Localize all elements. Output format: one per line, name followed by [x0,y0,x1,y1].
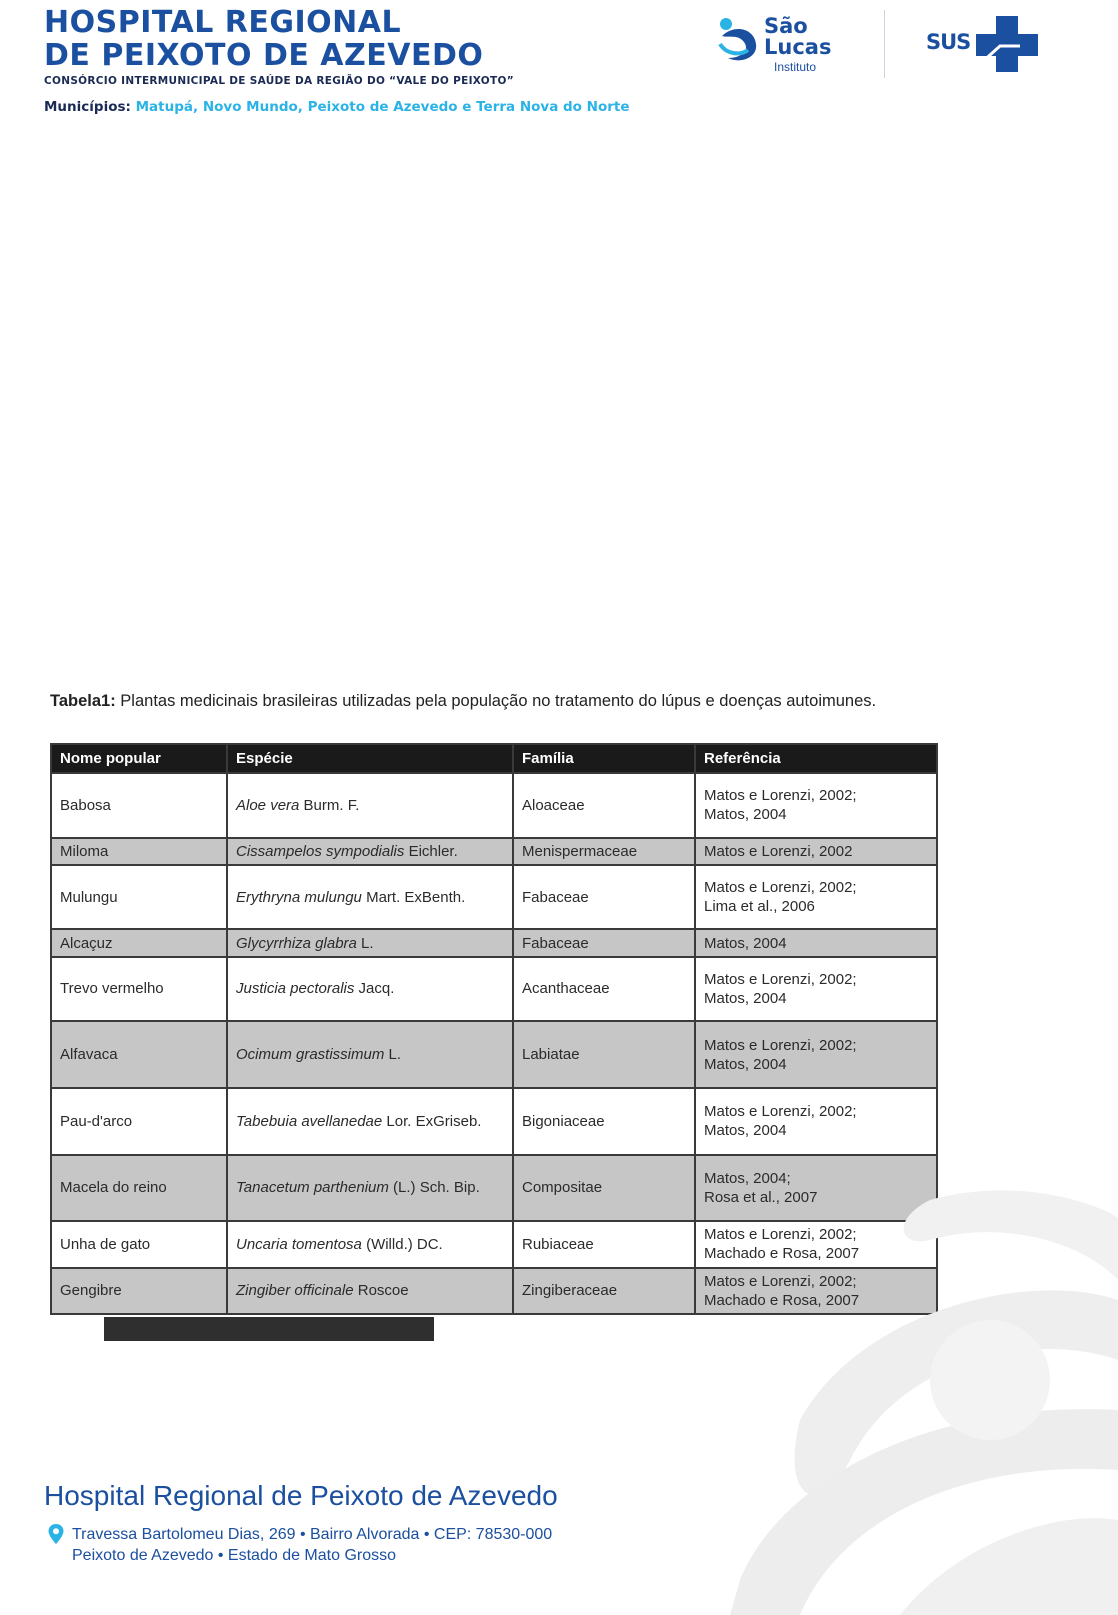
table-row [51,1088,937,1155]
cell-popular: Trevo vermelho [51,957,227,1022]
consortium-subtitle: CONSÓRCIO INTERMUNICIPAL DE SAÚDE DA REGIÃO DO “VALE DO PEIXOTO” [44,75,514,87]
cell-family: Compositae [513,1155,695,1222]
footer-address [72,1524,552,1566]
sao-lucas-wordmark [764,16,831,58]
species-name: Glycyrrhiza glabra [236,934,357,952]
cell-popular: Miloma [51,838,227,865]
species-name: Zingiber officinale [236,1282,354,1300]
cell-popular: Gengibre [51,1268,227,1314]
cell-reference: Matos e Lorenzi, 2002; Lima et al., 2006 [695,865,937,930]
table-row [51,929,937,956]
cell-family: Zingiberaceae [513,1268,695,1314]
cell-species [227,773,513,838]
sao-lucas-instituto: Instituto [774,60,817,74]
sao-lucas-logo [716,14,846,78]
cell-reference: Matos e Lorenzi, 2002; Machado e Rosa, 2007 [695,1268,937,1314]
table-row [51,1021,937,1088]
species-name: Tabebuia avellanedae [236,1112,383,1130]
sus-wordmark: SUS [926,30,971,54]
sus-cross-icon [976,16,1040,72]
redaction-bar [104,1317,434,1341]
logo-divider [884,10,885,78]
table-caption-text: Plantas medicinais brasileiras utilizadas pela população no tratamento do lúpus e doenças autoimunes. [115,692,877,710]
species-author: Lor. ExGriseb. [382,1112,482,1130]
cell-reference: Matos, 2004 [695,929,937,956]
cell-family: Menispermaceae [513,838,695,865]
species-author: L. [384,1046,402,1064]
cell-popular: Unha de gato [51,1221,227,1267]
footer-address-line2: Peixoto de Azevedo • Estado de Mato Grosso [72,1547,397,1564]
table-row [51,773,937,838]
cell-reference: Matos e Lorenzi, 2002; Matos, 2004 [695,1021,937,1088]
cell-species [227,957,513,1022]
cell-species [227,865,513,930]
species-name: Ocimum grastissimum [236,1046,385,1064]
cell-species [227,1021,513,1088]
sao-lucas-line2: Lucas [764,35,832,59]
cell-reference: Matos, 2004; Rosa et al., 2007 [695,1155,937,1222]
species-name: Aloe vera [236,796,300,814]
cell-family: Rubiaceae [513,1221,695,1267]
hospital-title-line2: DE PEIXOTO DE AZEVEDO [44,38,484,73]
species-author: Mart. ExBenth. [361,888,466,906]
table-header-row [51,744,937,773]
table-caption-label: Tabela1: [50,692,116,710]
table-row [51,865,937,930]
species-author: Eichler. [404,842,458,860]
header-familia: Família [513,744,695,773]
cell-species [227,838,513,865]
sao-lucas-logo-icon [716,14,762,70]
species-name: Erythryna mulungu [236,888,362,906]
species-author: Burm. F. [299,796,360,814]
municipios-line [44,99,629,115]
watermark-swirl-icon [700,1160,1118,1615]
table-caption [50,692,876,711]
cell-popular: Pau-d'arco [51,1088,227,1155]
header-especie: Espécie [227,744,513,773]
species-author: L. [356,934,374,952]
cell-family: Bigoniaceae [513,1088,695,1155]
cell-reference: Matos e Lorenzi, 2002; Matos, 2004 [695,1088,937,1155]
cell-family: Fabaceae [513,865,695,930]
cell-species [227,1221,513,1267]
cell-family: Fabaceae [513,929,695,956]
footer-hospital-name: Hospital Regional de Peixoto de Azevedo [44,1480,558,1511]
cell-reference: Matos e Lorenzi, 2002 [695,838,937,865]
sao-lucas-line1: São [764,14,808,38]
location-pin-icon [48,1524,64,1544]
hospital-title-line1: HOSPITAL REGIONAL [44,5,402,40]
cell-species [227,929,513,956]
municipios-value: Matupá, Novo Mundo, Peixoto de Azevedo e Terra Nova do Norte [135,99,630,115]
cell-popular: Alfavaca [51,1021,227,1088]
hospital-title [44,6,483,72]
municipios-label: Municípios: [44,99,131,115]
species-name: Cissampelos sympodialis [236,842,405,860]
cell-reference: Matos e Lorenzi, 2002; Matos, 2004 [695,957,937,1022]
species-author: (L.) Sch. Bip. [388,1179,480,1197]
cell-species [227,1088,513,1155]
species-name: Justicia pectoralis [236,980,355,998]
cell-popular: Alcaçuz [51,929,227,956]
cell-family: Aloaceae [513,773,695,838]
cell-reference: Matos e Lorenzi, 2002; Matos, 2004 [695,773,937,838]
cell-species [227,1268,513,1314]
species-name: Uncaria tomentosa [236,1235,362,1253]
header-nome-popular: Nome popular [51,744,227,773]
species-name: Tanacetum parthenium [236,1179,389,1197]
cell-family: Labiatae [513,1021,695,1088]
table-row [51,838,937,865]
cell-popular: Babosa [51,773,227,838]
cell-family: Acanthaceae [513,957,695,1022]
species-author: (Willd.) DC. [361,1235,443,1253]
species-author: Jacq. [354,980,395,998]
cell-reference: Matos e Lorenzi, 2002; Machado e Rosa, 2007 [695,1221,937,1267]
cell-species [227,1155,513,1222]
footer-address-line1: Travessa Bartolomeu Dias, 269 • Bairro Alvorada • CEP: 78530-000 [72,1526,553,1543]
species-author: Roscoe [353,1282,409,1300]
sus-logo [926,16,1046,72]
cell-popular: Mulungu [51,865,227,930]
table-row [51,957,937,1022]
header-referencia: Referência [695,744,937,773]
cell-popular: Macela do reino [51,1155,227,1222]
